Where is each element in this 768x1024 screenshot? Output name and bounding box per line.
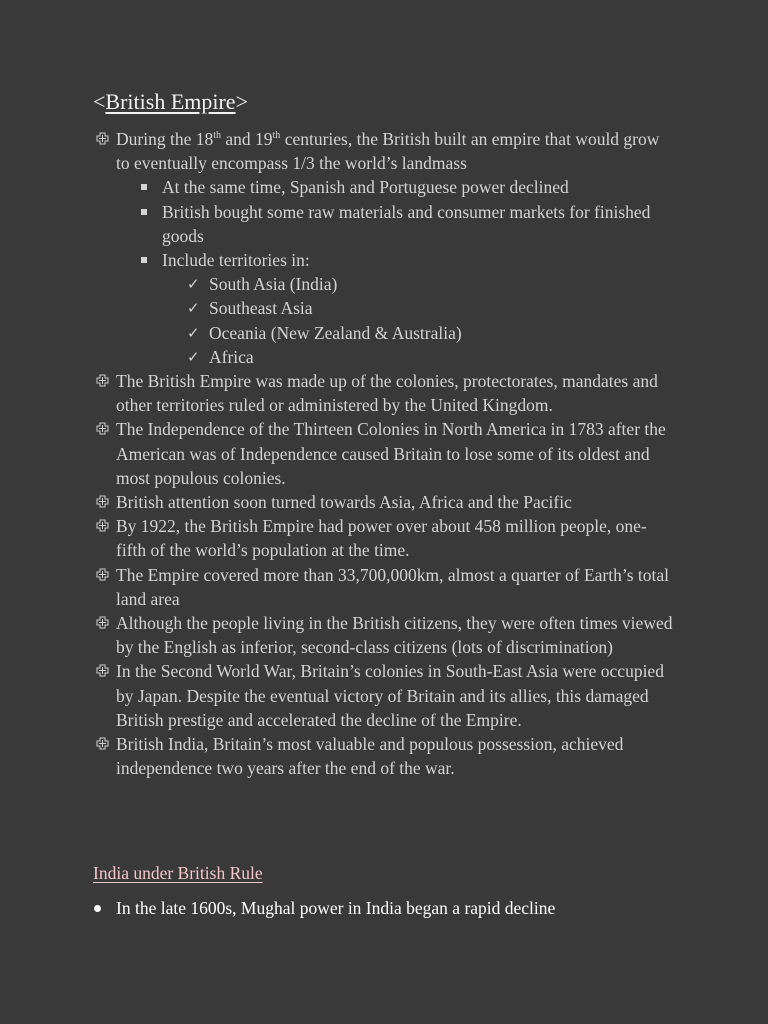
disc-bullet-icon xyxy=(94,905,101,912)
item-text: Although the people living in the British citizens, they were often times viewed by the English as inferior, second-class citizens (lots of discrimination) xyxy=(116,613,673,658)
box-bullet-icon xyxy=(96,568,109,581)
ordinal-suffix: th xyxy=(272,130,281,141)
checkmark-icon: ✓ xyxy=(187,299,200,318)
check-item-text: South Asia (India) xyxy=(209,274,338,295)
check-list-item xyxy=(0,321,768,345)
list-item xyxy=(0,514,676,562)
item-text: British attention soon turned towards Asia, Africa and the Pacific xyxy=(116,492,572,513)
list-item xyxy=(0,369,676,417)
check-list-item xyxy=(0,272,768,296)
check-list-item xyxy=(0,345,768,369)
item-text: In the Second World War, Britain’s colonies in South-East Asia were occupied by Japan. Despite the eventual victory of Britain and its allies, this damaged British prestige and accelerated the decline of the Empire. xyxy=(116,661,664,730)
heading-close-bracket: > xyxy=(235,89,248,114)
sub-item-text: At the same time, Spanish and Portuguese power declined xyxy=(162,177,569,198)
list-item xyxy=(0,611,676,659)
box-bullet-icon xyxy=(96,495,109,508)
item-text-part: centuries, the British built an empire that would grow to eventually encompass 1/3 the world’s landmass xyxy=(116,129,660,174)
check-item-text: Africa xyxy=(209,346,254,367)
box-bullet-icon xyxy=(96,519,109,532)
list-item xyxy=(0,659,676,732)
sub-list-item xyxy=(0,248,682,272)
sub-item-text: Include territories in: xyxy=(162,250,310,271)
list-item xyxy=(0,490,676,514)
heading-title: British Empire xyxy=(105,89,236,114)
checkmark-icon: ✓ xyxy=(187,323,200,342)
section-heading-link[interactable]: India under British Rule xyxy=(93,863,263,883)
item-text: In the late 1600s, Mughal power in India began a rapid decline xyxy=(116,898,556,918)
heading-open-bracket: < xyxy=(93,89,106,114)
check-list-item xyxy=(0,296,768,320)
checkmark-icon: ✓ xyxy=(187,275,200,294)
check-item-text: Southeast Asia xyxy=(209,298,313,319)
list-item xyxy=(0,417,676,490)
list-item xyxy=(0,563,676,611)
list-item xyxy=(0,127,676,175)
sub-list-item xyxy=(0,175,682,199)
item-text-part: and 19 xyxy=(221,129,273,149)
sub-item-text: British bought some raw materials and consumer markets for finished goods xyxy=(162,201,651,246)
box-bullet-icon xyxy=(96,737,109,750)
box-bullet-icon xyxy=(96,664,109,677)
item-text: The British Empire was made up of the colonies, protectorates, mandates and other territories ruled or administered by the United Kingdom. xyxy=(116,371,658,416)
sub-list-item xyxy=(0,200,682,248)
square-bullet-icon xyxy=(141,257,147,263)
item-text-part: During the 18 xyxy=(116,129,214,149)
page-heading xyxy=(93,88,248,116)
box-bullet-icon xyxy=(96,422,109,435)
item-text: The Empire covered more than 33,700,000km, almost a quarter of Earth’s total land area xyxy=(116,564,670,609)
bullet-list xyxy=(0,127,768,780)
item-text: The Independence of the Thirteen Colonies in North America in 1783 after the American was of Independence caused Britain to lose some of its oldest and most populous colonies. xyxy=(116,419,666,488)
item-text: British India, Britain’s most valuable and populous possession, achieved independence two years after the end of the war. xyxy=(116,734,624,779)
list-item xyxy=(0,732,676,780)
ordinal-suffix: th xyxy=(213,130,221,141)
item-text: By 1922, the British Empire had power over about 458 million people, one-fifth of the world’s population at the time. xyxy=(116,516,647,561)
box-bullet-icon xyxy=(96,132,109,145)
box-bullet-icon xyxy=(96,616,109,629)
square-bullet-icon xyxy=(141,209,147,215)
check-item-text: Oceania (New Zealand & Australia) xyxy=(209,322,462,343)
checkmark-icon: ✓ xyxy=(187,347,200,366)
box-bullet-icon xyxy=(96,374,109,387)
square-bullet-icon xyxy=(141,184,147,190)
